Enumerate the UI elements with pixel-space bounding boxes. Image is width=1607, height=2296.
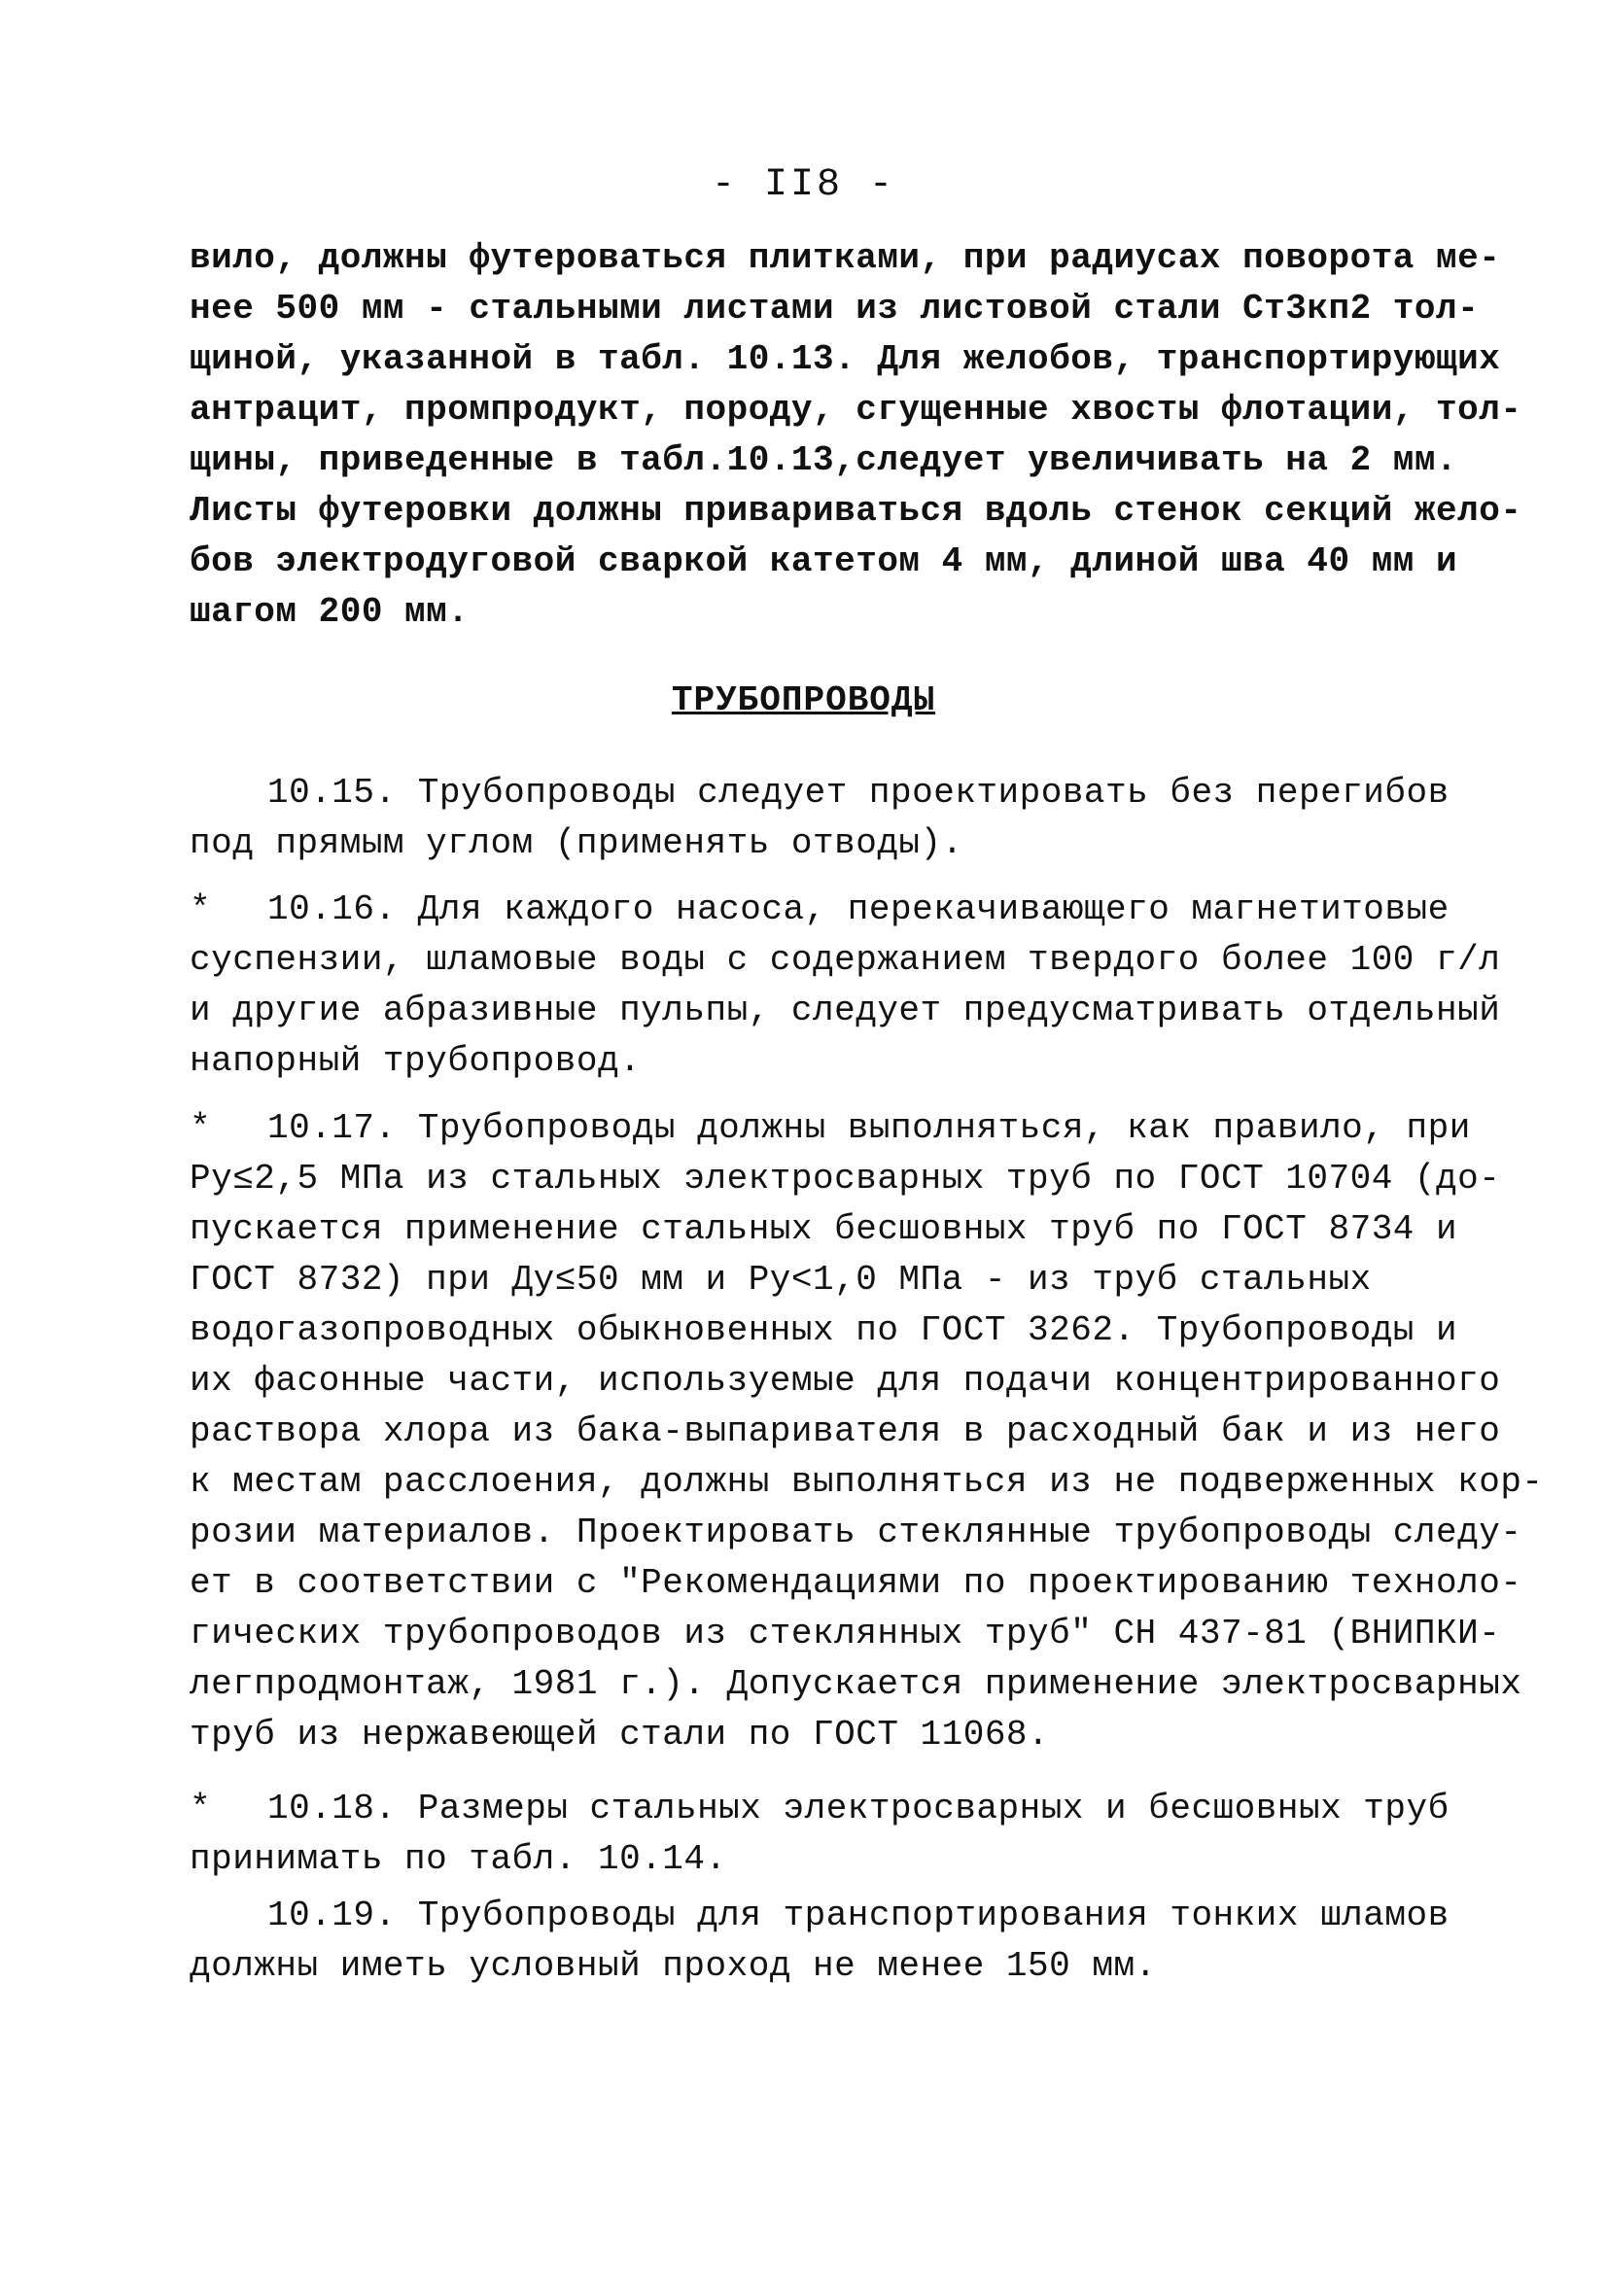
- clause-line: их фасонные части, используемые для подачи концентрированного: [190, 1361, 1501, 1401]
- clause-line: легпродмонтаж, 1981 г.). Допускается применение электросварных: [190, 1664, 1522, 1704]
- clause-10-19: [190, 1891, 1453, 1992]
- clause-line: ГОСТ 8732) при Ду≤50 мм и Ру<1,0 МПа - из труб стальных: [190, 1260, 1372, 1300]
- clause-line: водогазопроводных обыкновенных по ГОСТ 3262. Трубопроводы и: [190, 1310, 1458, 1350]
- intro-line: шагом 200 мм.: [190, 592, 470, 632]
- intro-line: щины, приведенные в табл.10.13,следует увеличивать на 2 мм.: [190, 440, 1458, 480]
- intro-line: нее 500 мм - стальными листами из листовой стали Ст3кп2 тол-: [190, 289, 1480, 329]
- clause-marker: *: [190, 1789, 212, 1828]
- clause-10-15: [190, 768, 1453, 869]
- clause-line: 10.18. Размеры стальных электросварных и бесшовных труб: [267, 1789, 1450, 1828]
- clause-10-16: [190, 885, 1501, 1087]
- clause-line: розии материалов. Проектировать стеклянные трубопроводы следу-: [190, 1513, 1522, 1552]
- intro-line: антрацит, промпродукт, породу, сгущенные хвосты флотации, тол-: [190, 390, 1522, 430]
- clause-10-18: [190, 1784, 1453, 1885]
- clause-line: раствора хлора из бака-выпаривателя в расходный бак и из него: [190, 1411, 1501, 1451]
- clause-line: 10.17. Трубопроводы должны выполняться, как правило, при: [267, 1108, 1471, 1148]
- clause-line: пускается применение стальных бесшовных труб по ГОСТ 8734 и: [190, 1209, 1458, 1249]
- page-number: - II8 -: [711, 163, 896, 207]
- intro-paragraph: [190, 233, 1522, 638]
- clause-line: суспензии, шламовые воды с содержанием твердого более 100 г/л: [190, 940, 1501, 980]
- clause-line: 10.15. Трубопроводы следует проектировать без перегибов: [267, 773, 1450, 813]
- intro-line: Листы футеровки должны привариваться вдоль стенок секций жело-: [190, 491, 1522, 531]
- clause-line: Ру≤2,5 МПа из стальных электросварных труб по ГОСТ 10704 (до-: [190, 1159, 1501, 1199]
- intro-line: бов электродуговой сваркой катетом 4 мм, длиной шва 40 мм и: [190, 541, 1458, 581]
- clause-line: гических трубопроводов из стеклянных труб" СН 437-81 (ВНИПКИ-: [190, 1614, 1501, 1653]
- clause-line: труб из нержавеющей стали по ГОСТ 11068.: [190, 1715, 1050, 1755]
- clause-line: 10.19. Трубопроводы для транспортирования тонких шламов: [267, 1896, 1450, 1935]
- clause-marker: *: [190, 1108, 212, 1148]
- clause-line: 10.16. Для каждого насоса, перекачивающего магнетитовые: [267, 889, 1450, 929]
- clause-line: должны иметь условный проход не менее 150 мм.: [190, 1946, 1157, 1986]
- intro-line: вило, должны футероваться плитками, при радиусах поворота ме-: [190, 238, 1501, 278]
- clause-line: и другие абразивные пульпы, следует предусматривать отдельный: [190, 991, 1501, 1030]
- intro-line: щиной, указанной в табл. 10.13. Для желобов, транспортирующих: [190, 339, 1501, 379]
- clause-line: ет в соответствии с "Рекомендациями по проектированию техноло-: [190, 1563, 1522, 1603]
- clause-10-17: [190, 1103, 1544, 1760]
- section-heading: ТРУБОПРОВОДЫ: [671, 680, 936, 720]
- clause-line: под прямым углом (применять отводы).: [190, 823, 963, 863]
- clause-line: принимать по табл. 10.14.: [190, 1839, 727, 1879]
- clause-line: к местам расслоения, должны выполняться из не подверженных кор-: [190, 1462, 1544, 1502]
- clause-line: напорный трубопровод.: [190, 1041, 642, 1081]
- clause-marker: *: [190, 889, 212, 929]
